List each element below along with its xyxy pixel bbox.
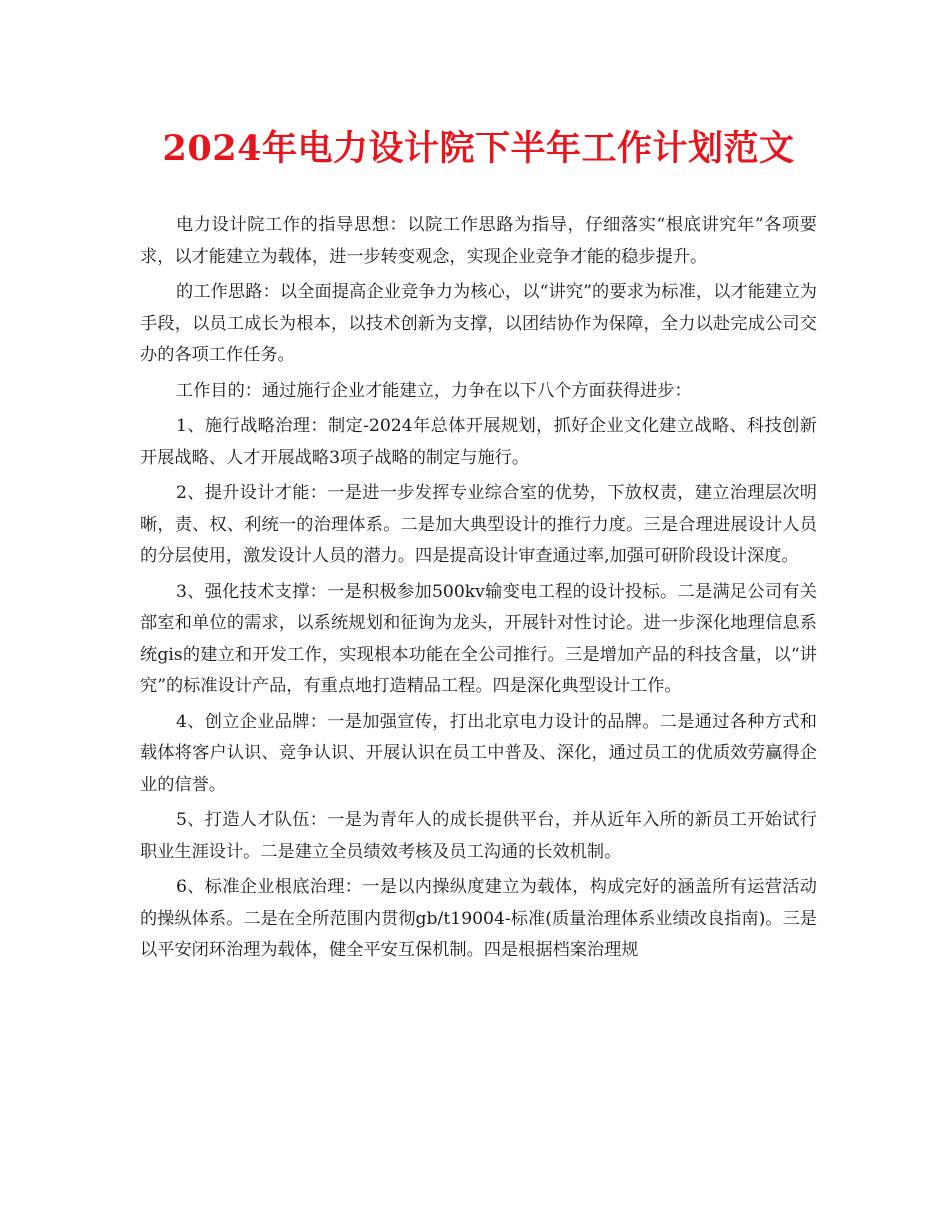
paragraph-item-2: 2、提升设计才能：一是进一步发挥专业综合室的优势，下放权责，建立治理层次明晰，责、权、利统一的治理体系。二是加大典型设计的推行力度。三是合理进展设计人员的分层使用，激发设计人员的潜力。四是提高设计审查通过率,加强可研阶段设计深度。: [140, 483, 817, 566]
paragraph-work-approach: 的工作思路：以全面提高企业竞争力为核心，以“讲究”的要求为标准，以才能建立为手段，以员工成长为根本，以技术创新为支撑，以团结协作为保障，全力以赴完成公司交办的各项工作任务。: [140, 282, 817, 365]
paragraph-item-4: 4、创立企业品牌：一是加强宣传，打出北京电力设计的品牌。二是通过各种方式和载体将客户认识、竞争认识、开展认识在员工中普及、深化，通过员工的优质效劳赢得企业的信誉。: [140, 711, 817, 795]
paragraph-item-6: 6、标准企业根底治理：一是以内操纵度建立为载体，构成完好的涵盖所有运营活动的操纵体系。二是在全所范围内贯彻gb/t19004-标准(质量治理体系业绩改良指南)。三是以平安闭环治理为载体，健全平安互保机制。四是根据档案治理规: [140, 877, 817, 960]
paragraph-work-goal: 工作目的：通过施行企业才能建立，力争在以下八个方面获得进步：: [176, 380, 692, 401]
paragraph-item-5: 5、打造人才队伍：一是为青年人的成长提供平台，并从近年入所的新员工开始试行职业生涯设计。二是建立全员绩效考核及员工沟通的长效机制。: [140, 810, 817, 862]
paragraph-item-3: 3、强化技术支撑：一是积极参加500kv输变电工程的设计投标。二是满足公司有关部室和单位的需求，以系统规划和征询为龙头，开展针对性讨论。进一步深化地理信息系统gis的建立和开发工作，实现根本功能在全公司推行。三是增加产品的科技含量，以“讲究”的标准设计产品，有重点地打造精品工程。四是深化典型设计工作。: [140, 581, 817, 696]
paragraph-guiding-thought: 电力设计院工作的指导思想：以院工作思路为指导，仔细落实“根底讲究年”各项要求，以才能建立为载体，进一步转变观念，实现企业竞争才能的稳步提升。: [140, 215, 817, 267]
paragraph-item-1: 1、施行战略治理：制定-2024年总体开展规划，抓好企业文化建立战略、科技创新开展战略、人才开展战略3项子战略的制定与施行。: [140, 416, 817, 468]
document-title: 2024年电力设计院下半年工作计划范文: [162, 128, 795, 169]
